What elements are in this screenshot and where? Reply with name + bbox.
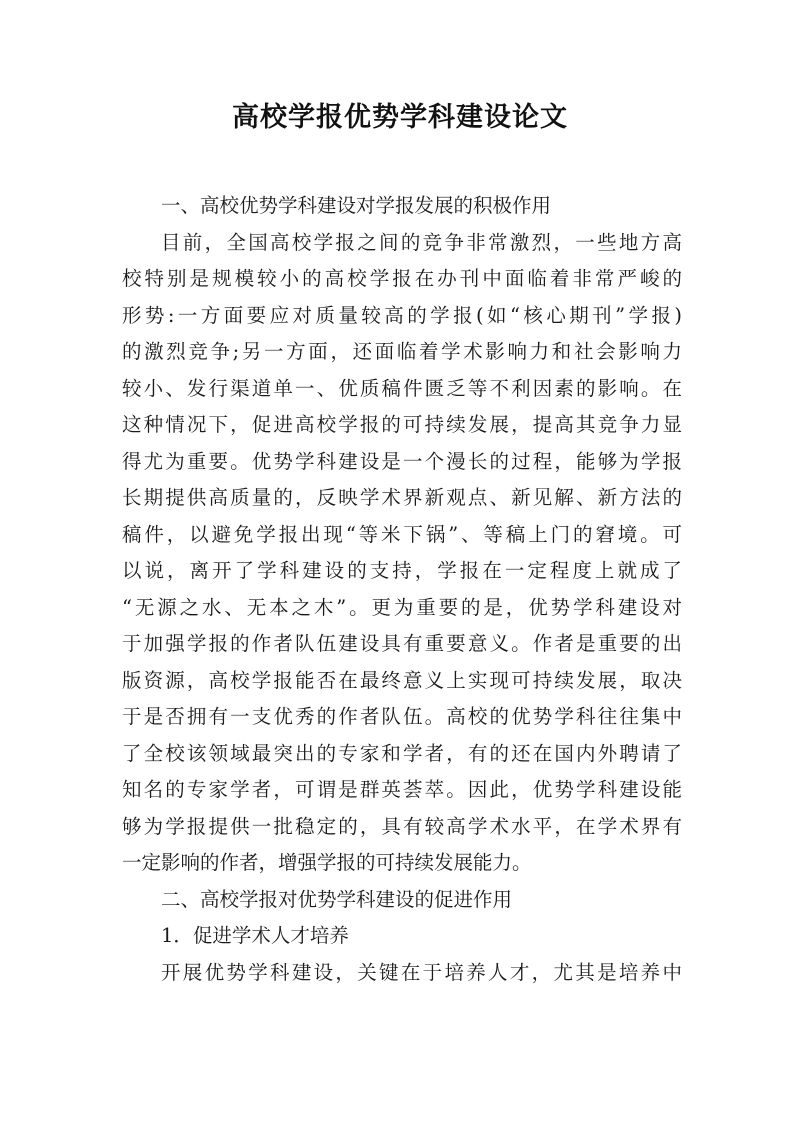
paragraph-line: 以说，离开了学科建设的支持，学报在一定程度上就成了	[122, 559, 682, 582]
paragraph-line: 知名的专家学者，可谓是群英荟萃。因此，优势学科建设能	[122, 778, 682, 801]
paragraph-line: 于是否拥有一支优秀的作者队伍。高校的优势学科往往集中	[122, 705, 682, 728]
paragraph-line: 这种情况下，促进高校学报的可持续发展，提高其竞争力显	[122, 413, 682, 436]
section-heading-2: 二、高校学报对优势学科建设的促进作用	[161, 887, 513, 911]
paragraph-line: 版资源，高校学报能否在最终意义上实现可持续发展，取决	[122, 668, 682, 692]
paragraph-line: “无源之水、无本之木”。更为重要的是，优势学科建设对	[122, 595, 682, 619]
paragraph-line: 校特别是规模较小的高校学报在办刊中面临着非常严峻的	[122, 267, 682, 290]
paragraph-line: 较小、发行渠道单一、优质稿件匮乏等不利因素的影响。在	[122, 376, 682, 400]
paragraph-line: 于加强学报的作者队伍建设具有重要意义。作者是重要的出	[122, 632, 682, 655]
paragraph-line: 够为学报提供一批稳定的，具有较高学术水平，在学术界有	[122, 814, 682, 838]
paragraph-line: 的激烈竞争;另一方面，还面临着学术影响力和社会影响力	[122, 340, 682, 363]
document-body	[122, 188, 682, 991]
paragraph-line: 目前，全国高校学报之间的竞争非常激烈，一些地方高	[161, 230, 682, 254]
paragraph-line: 开展优势学科建设，关键在于培养人才，尤其是培养中	[161, 960, 682, 984]
paragraph-line: 得尤为重要。优势学科建设是一个漫长的过程，能够为学报	[122, 449, 682, 473]
document-title: 高校学报优势学科建设论文	[232, 102, 568, 133]
paragraph-line: 稿件，以避免学报出现“等米下锅”、等稿上门的窘境。可	[122, 522, 682, 546]
section-heading-1: 一、高校优势学科建设对学报发展的积极作用	[161, 194, 552, 217]
paragraph-line: 形势:一方面要应对质量较高的学报(如“核心期刊”学报)	[122, 303, 682, 327]
paragraph-line: 一定影响的作者，增强学报的可持续发展能力。	[122, 851, 532, 874]
subsection-heading-1: 1．促进学术人才培养	[161, 924, 349, 947]
paragraph-line: 长期提供高质量的，反映学术界新观点、新见解、新方法的	[122, 486, 682, 509]
paragraph-line: 了全校该领域最突出的专家和学者，有的还在国内外聘请了	[122, 741, 682, 765]
